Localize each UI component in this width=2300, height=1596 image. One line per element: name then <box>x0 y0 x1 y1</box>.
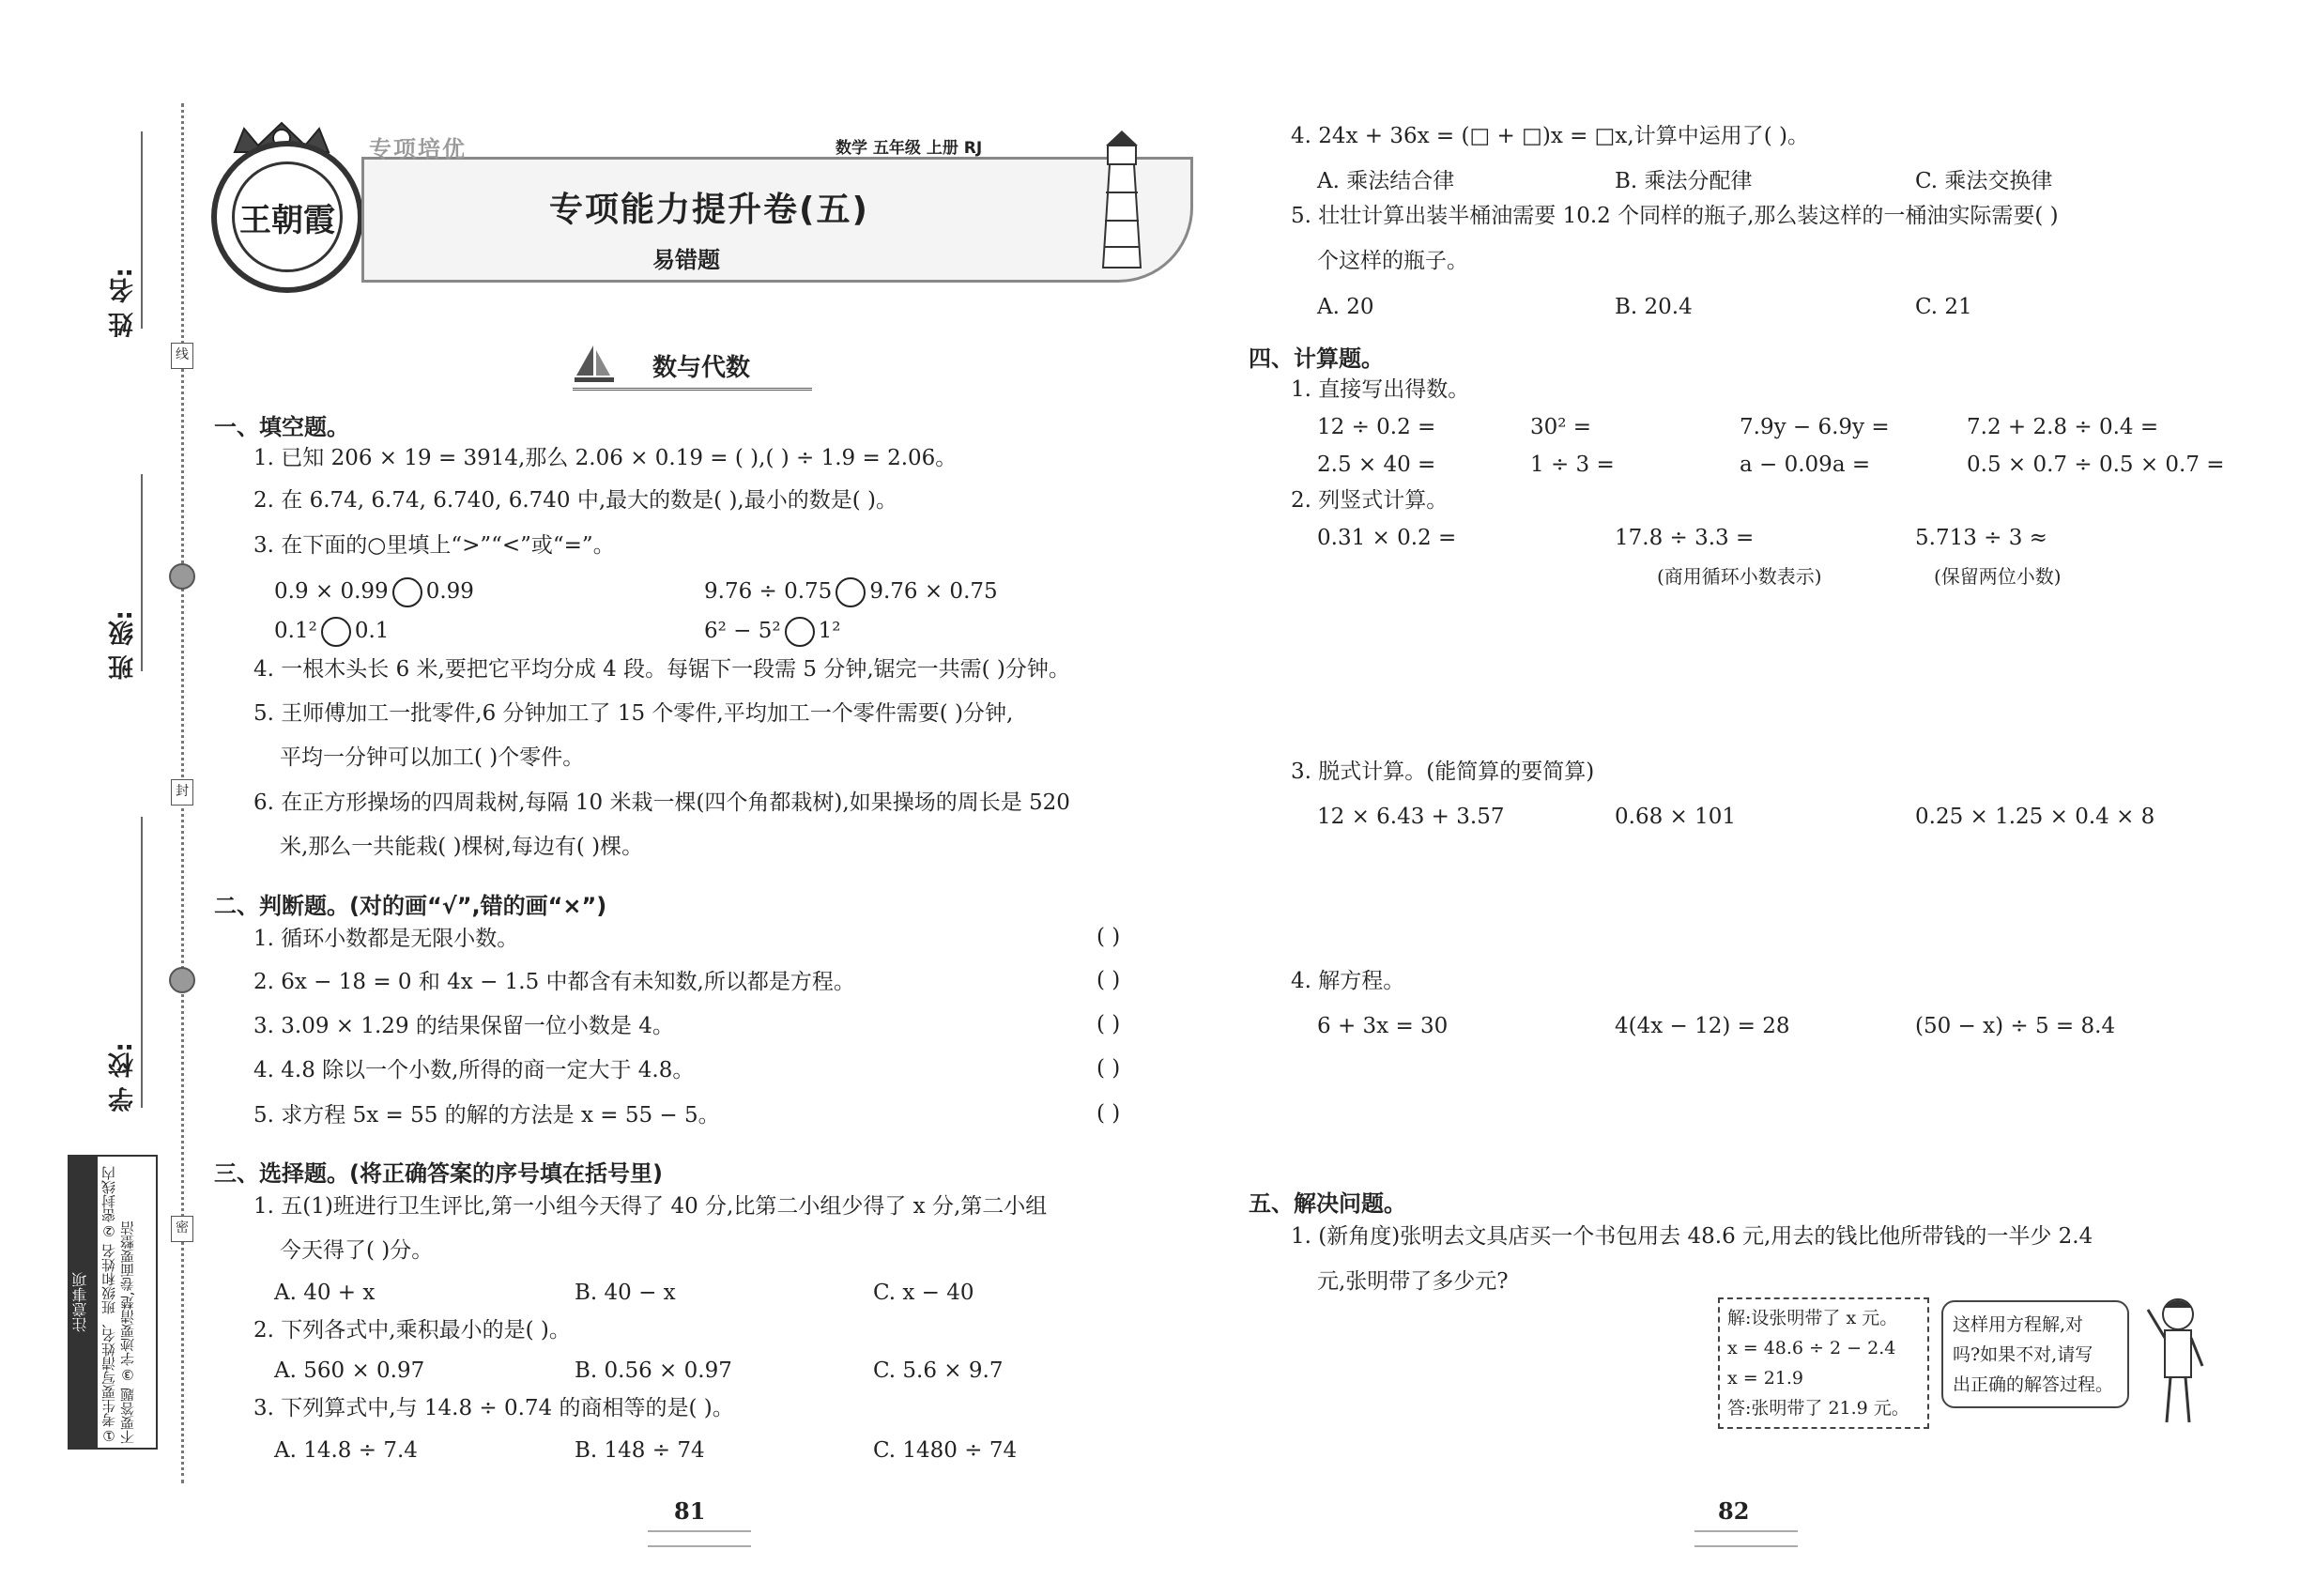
notes-title: 注意事项 <box>69 1157 98 1448</box>
sub-question: 2. 列竖式计算。 <box>1291 488 1449 513</box>
bubble-line: 出正确的解答过程。 <box>1953 1374 2114 1395</box>
school-label: 学 校: <box>109 1042 138 1113</box>
name-field[interactable] <box>141 131 143 329</box>
option-a: A. 乘法结合律 <box>1317 169 1455 193</box>
option-c: C. 乘法交换律 <box>1915 169 2053 193</box>
sailboat-icon <box>573 343 615 385</box>
compare-left: 6² − 5² <box>704 619 781 643</box>
question-text: 4. 24x + 36x = (□ + □)x = □x,计算中运用了( )。 <box>1291 124 1809 148</box>
question-text: 6. 在正方形操场的四周栽树,每隔 10 米栽一棵(四个角都栽树),如果操场的周长是 520 <box>253 790 1070 815</box>
class-field[interactable] <box>141 474 143 671</box>
direct-calc: 1 ÷ 3 = <box>1530 453 1615 477</box>
sample-solution-box <box>1718 1297 1929 1429</box>
page-title: 专项能力提升卷(五) <box>549 191 869 229</box>
question-text: 1. 五(1)班进行卫生评比,第一小组今天得了 40 分,比第二小组少得了 x 分,第二小组 <box>253 1194 1048 1219</box>
option-c: C. 1480 ÷ 74 <box>873 1438 1018 1463</box>
option-b: B. 乘法分配律 <box>1615 169 1753 193</box>
compare-circle[interactable] <box>785 617 815 647</box>
class-label: 班 级: <box>109 610 138 681</box>
section-heading: 一、填空题。 <box>214 414 349 440</box>
question-text: 2. 下列各式中,乘积最小的是( )。 <box>253 1318 571 1343</box>
teacher-illustration-icon <box>2140 1291 2211 1432</box>
question-text: 元,张明带了多少元? <box>1317 1269 1509 1294</box>
compare-item <box>274 577 474 607</box>
page-number-decoration <box>1694 1530 1798 1547</box>
direct-calc: 30² = <box>1530 415 1592 439</box>
compare-right: 9.76 × 0.75 <box>869 579 998 604</box>
header-tag: 专项培优 <box>369 136 467 162</box>
compare-item <box>704 617 840 647</box>
banner-underline <box>573 388 812 391</box>
section-title: 数与代数 <box>652 354 751 382</box>
option-b: B. 148 ÷ 74 <box>575 1438 705 1463</box>
compare-left: 0.9 × 0.99 <box>274 579 389 604</box>
equation: (50 − x) ÷ 5 = 8.4 <box>1915 1014 2116 1038</box>
answer-paren[interactable]: ( ) <box>1096 1012 1121 1036</box>
compare-left: 0.1² <box>274 619 317 643</box>
judge-item: 2. 6x − 18 = 0 和 4x − 1.5 中都含有未知数,所以都是方程。 <box>253 970 855 994</box>
cut-mark: 封 <box>171 779 193 806</box>
question-text: 4. 一根木头长 6 米,要把它平均分成 4 段。每锯下一段需 5 分钟,锯完一共需( )分钟。 <box>253 657 1070 682</box>
sub-question: 1. 直接写出得数。 <box>1291 377 1470 402</box>
vertical-calc: 5.713 ÷ 3 ≈ <box>1915 526 2047 550</box>
section-heading: 二、判断题。(对的画“√”,错的画“×”) <box>214 893 607 919</box>
speech-bubble <box>1941 1300 2129 1408</box>
notes-box <box>68 1155 158 1450</box>
answer-paren[interactable]: ( ) <box>1096 925 1121 949</box>
question-text: 米,那么一共能栽( )棵树,每边有( )棵。 <box>280 835 644 859</box>
notes-text: ①考生要写清姓名、班级和姓名 ②密封线内不要答题 ③字迹要清楚,卷面要整洁 <box>100 1166 136 1444</box>
solution-line: 答:张明带了 21.9 元。 <box>1727 1398 1909 1419</box>
option-a: A. 40 + x <box>274 1281 376 1305</box>
vertical-calc: 17.8 ÷ 3.3 = <box>1615 526 1755 550</box>
cut-mark: 密 <box>171 1216 193 1242</box>
answer-paren[interactable]: ( ) <box>1096 968 1121 992</box>
school-field[interactable] <box>141 817 143 1108</box>
option-c: C. x − 40 <box>873 1281 974 1305</box>
page-number: 81 <box>674 1497 706 1525</box>
compare-left: 9.76 ÷ 0.75 <box>704 579 833 604</box>
answer-paren[interactable]: ( ) <box>1096 1056 1121 1081</box>
cut-mark: 线 <box>171 343 193 369</box>
compare-right: 1² <box>818 619 841 643</box>
compare-right: 0.99 <box>425 579 474 604</box>
section-heading: 五、解决问题。 <box>1249 1190 1406 1217</box>
question-text: 个这样的瓶子。 <box>1317 249 1468 273</box>
sub-question: 4. 解方程。 <box>1291 969 1405 993</box>
judge-item: 4. 4.8 除以一个小数,所得的商一定大于 4.8。 <box>253 1058 695 1082</box>
option-c: C. 21 <box>1915 295 1972 319</box>
question-text: 5. 王师傅加工一批零件,6 分钟加工了 15 个零件,平均加工一个零件需要( )分钟, <box>253 701 1014 726</box>
bubble-line: 吗?如果不对,请写 <box>1953 1344 2093 1365</box>
option-b: B. 40 − x <box>575 1281 676 1305</box>
answer-paren[interactable]: ( ) <box>1096 1101 1121 1126</box>
option-b: B. 0.56 × 0.97 <box>575 1358 732 1383</box>
judge-item: 5. 求方程 5x = 55 的解的方法是 x = 55 − 5。 <box>253 1103 720 1128</box>
section-banner <box>573 343 821 394</box>
solution-line: x = 48.6 ÷ 2 − 2.4 <box>1727 1338 1896 1358</box>
judge-item: 1. 循环小数都是无限小数。 <box>253 927 519 951</box>
header-meta: 数学 五年级 上册 RJ <box>836 139 983 158</box>
option-a: A. 20 <box>1317 295 1374 319</box>
option-a: A. 14.8 ÷ 7.4 <box>274 1438 418 1463</box>
option-a: A. 560 × 0.97 <box>274 1358 425 1383</box>
question-text: 5. 壮壮计算出装半桶油需要 10.2 个同样的瓶子,那么装这样的一桶油实际需要( ) <box>1291 204 2059 228</box>
section-heading: 四、计算题。 <box>1249 345 1384 372</box>
logo-text: 王朝霞 <box>239 201 335 239</box>
sub-question: 3. 脱式计算。(能简算的要简算) <box>1291 760 1595 784</box>
compare-item <box>704 577 998 607</box>
compare-circle[interactable] <box>321 617 351 647</box>
compare-right: 0.1 <box>354 619 390 643</box>
solution-line: x = 21.9 <box>1727 1368 1804 1389</box>
compare-item <box>274 617 389 647</box>
question-text: 1. (新角度)张明去文具店买一个书包用去 48.6 元,用去的钱比他所带钱的一半少 2.4 <box>1291 1224 2093 1249</box>
judge-item: 3. 3.09 × 1.29 的结果保留一位小数是 4。 <box>253 1014 674 1038</box>
question-text: 3. 在下面的○里填上“>”“<”或“=”。 <box>253 533 615 558</box>
stepwise-calc: 0.25 × 1.25 × 0.4 × 8 <box>1915 805 2155 829</box>
direct-calc: 7.2 + 2.8 ÷ 0.4 = <box>1967 415 2159 439</box>
bubble-line: 这样用方程解,对 <box>1953 1314 2084 1335</box>
direct-calc: a − 0.09a = <box>1740 453 1871 477</box>
question-text: 平均一分钟可以加工( )个零件。 <box>280 745 585 770</box>
direct-calc: 2.5 × 40 = <box>1317 453 1436 477</box>
calc-note: (保留两位小数) <box>1934 565 2062 588</box>
binding-hole-icon <box>169 563 195 590</box>
page-number: 82 <box>1718 1497 1750 1525</box>
direct-calc: 12 ÷ 0.2 = <box>1317 415 1436 439</box>
header <box>211 117 1188 296</box>
stepwise-calc: 12 × 6.43 + 3.57 <box>1317 805 1505 829</box>
compare-circle[interactable] <box>392 577 422 607</box>
option-b: B. 20.4 <box>1615 295 1693 319</box>
binding-margin <box>0 0 192 1596</box>
equation: 4(4x − 12) = 28 <box>1615 1014 1790 1038</box>
page-number-decoration <box>648 1530 751 1547</box>
logo <box>211 141 363 293</box>
name-label: 姓 名: <box>109 268 138 338</box>
direct-calc: 0.5 × 0.7 ÷ 0.5 × 0.7 = <box>1967 453 2225 477</box>
option-c: C. 5.6 × 9.7 <box>873 1358 1004 1383</box>
question-text: 1. 已知 206 × 19 = 3914,那么 2.06 × 0.19 = ( ),( ) ÷ 1.9 = 2.06。 <box>253 446 958 470</box>
stepwise-calc: 0.68 × 101 <box>1615 805 1737 829</box>
binding-hole-icon <box>169 967 195 993</box>
page-subtitle: 易错题 <box>652 247 720 273</box>
question-text: 3. 下列算式中,与 14.8 ÷ 0.74 的商相等的是( )。 <box>253 1396 734 1420</box>
solution-line: 解:设张明带了 x 元。 <box>1727 1308 1898 1328</box>
section-heading: 三、选择题。(将正确答案的序号填在括号里) <box>214 1160 663 1187</box>
direct-calc: 7.9y − 6.9y = <box>1740 415 1890 439</box>
compare-circle[interactable] <box>836 577 866 607</box>
equation: 6 + 3x = 30 <box>1317 1014 1449 1038</box>
calc-note: (商用循环小数表示) <box>1657 565 1822 588</box>
vertical-calc: 0.31 × 0.2 = <box>1317 526 1457 550</box>
lighthouse-icon <box>1089 127 1155 277</box>
question-text: 今天得了( )分。 <box>280 1238 434 1263</box>
question-text: 2. 在 6.74, 6.74, 6.740, 6.740 中,最大的数是( ),最小的数是( )。 <box>253 488 897 513</box>
